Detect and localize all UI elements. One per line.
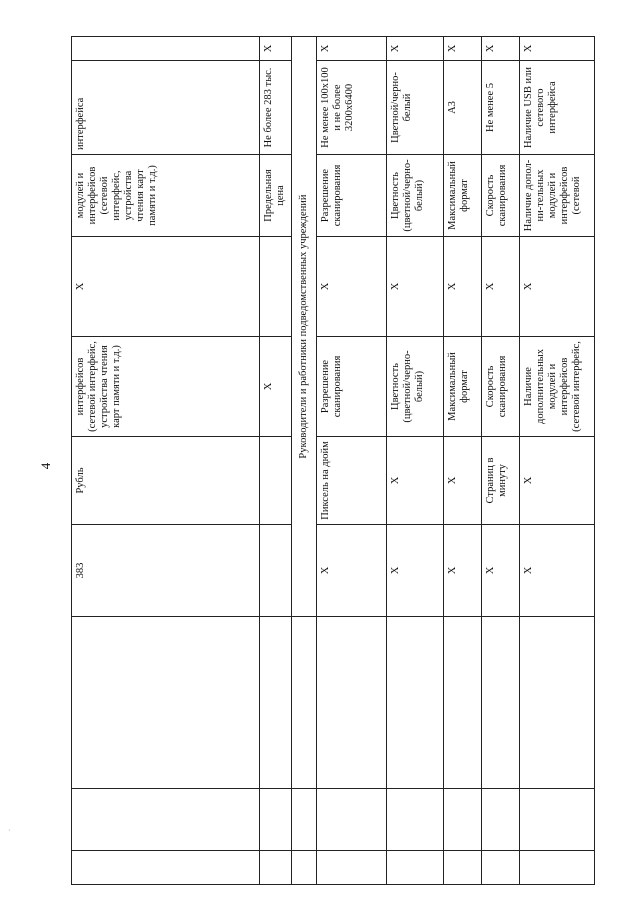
empty-cell [292, 851, 317, 885]
empty-cell [317, 617, 387, 789]
scan-mark: · [8, 826, 11, 835]
cell-col-10: X [387, 37, 444, 61]
cell-col-5: X [387, 437, 444, 525]
cell-col-4: X [317, 525, 387, 617]
cell-col-10: X [444, 37, 482, 61]
cell-col-5: X [444, 437, 482, 525]
spec-table [71, 36, 595, 885]
cell-col-4: X [387, 525, 444, 617]
empty-cell [72, 851, 260, 885]
cell-col-4: X [444, 525, 482, 617]
cell-col-10 [72, 37, 260, 61]
cell-col-6: X [260, 337, 292, 437]
empty-cell [444, 617, 482, 789]
cell-col-4: 383 [72, 525, 260, 617]
table-row [260, 37, 292, 885]
empty-cell [317, 789, 387, 851]
empty-cell [482, 851, 520, 885]
empty-cell [260, 851, 292, 885]
cell-col-4: X [520, 525, 595, 617]
cell-col-8: Максимальный формат [444, 155, 482, 237]
cell-col-6: Максимальный формат [444, 337, 482, 437]
cell-col-8: Наличие допол-ни-тельных модулей и интерфейсов (сетевой [520, 155, 595, 237]
empty-cell [520, 617, 595, 789]
cell-col-8: Цветность (цветной/черно-белый) [387, 155, 444, 237]
cell-col-7: X [520, 237, 595, 337]
cell-col-10: X [482, 37, 520, 61]
cell-col-9: интерфейса [72, 61, 260, 155]
cell-col-9: Наличие USB или сетевого интерфейса [520, 61, 595, 155]
cell-col-10: X [317, 37, 387, 61]
empty-cell [482, 617, 520, 789]
table-row [387, 37, 444, 885]
cell-col-5: Страниц в минуту [482, 437, 520, 525]
cell-col-5: X [520, 437, 595, 525]
table-row [317, 37, 387, 885]
empty-cell [292, 789, 317, 851]
table-row [444, 37, 482, 885]
section-title: Руководители и работники подведомственных учреждений [292, 37, 317, 617]
empty-cell [317, 851, 387, 885]
cell-col-7: X [444, 237, 482, 337]
empty-cell [520, 851, 595, 885]
table-row [482, 37, 520, 885]
cell-col-9: Не менее 5 [482, 61, 520, 155]
cell-col-5: Рубль [72, 437, 260, 525]
table-row [520, 37, 595, 885]
cell-col-9: Не менее 100x100 и не более 3200x6400 [317, 61, 387, 155]
empty-cell [292, 617, 317, 789]
cell-col-7: X [387, 237, 444, 337]
cell-col-9: Цветной/черно-белый [387, 61, 444, 155]
cell-col-8: модулей и интерфейсов (сетевой интерфейс, устройства чтения карт памяти и т.д.) [72, 155, 260, 237]
cell-col-6: Скорость сканирования [482, 337, 520, 437]
empty-cell [387, 851, 444, 885]
cell-col-6: Наличие дополнительных модулей и интерфейсов (сетевой интерфейс, [520, 337, 595, 437]
cell-col-5: Пиксель на дюйм [317, 437, 387, 525]
cell-col-9: А3 [444, 61, 482, 155]
cell-col-8: Разрешение сканирования [317, 155, 387, 237]
page-number: 4 [38, 462, 53, 470]
cell-col-9: Не более 283 тыс. [260, 61, 292, 155]
cell-col-4 [260, 525, 292, 617]
empty-cell [520, 789, 595, 851]
empty-cell [444, 789, 482, 851]
empty-cell [260, 789, 292, 851]
empty-cell [444, 851, 482, 885]
cell-col-10: X [260, 37, 292, 61]
empty-cell [72, 617, 260, 789]
cell-col-6: Разрешение сканирования [317, 337, 387, 437]
spec-table-wrapper [71, 37, 583, 885]
cell-col-6: Цветность (цветной/черно-белый) [387, 337, 444, 437]
cell-col-8: Предельная цена [260, 155, 292, 237]
section-row [292, 37, 317, 885]
cell-col-7: X [72, 237, 260, 337]
cell-col-6: интерфейсов (сетевой интерфейс, устройства чтения карт памяти и т.д.) [72, 337, 260, 437]
table-row [72, 37, 260, 885]
cell-col-5 [260, 437, 292, 525]
empty-cell [260, 617, 292, 789]
empty-cell [387, 617, 444, 789]
empty-cell [387, 789, 444, 851]
cell-col-8: Скорость сканирования [482, 155, 520, 237]
empty-cell [72, 789, 260, 851]
cell-col-7: X [317, 237, 387, 337]
cell-col-7 [260, 237, 292, 337]
cell-col-7: X [482, 237, 520, 337]
empty-cell [482, 789, 520, 851]
cell-col-10: X [520, 37, 595, 61]
cell-col-4: X [482, 525, 520, 617]
